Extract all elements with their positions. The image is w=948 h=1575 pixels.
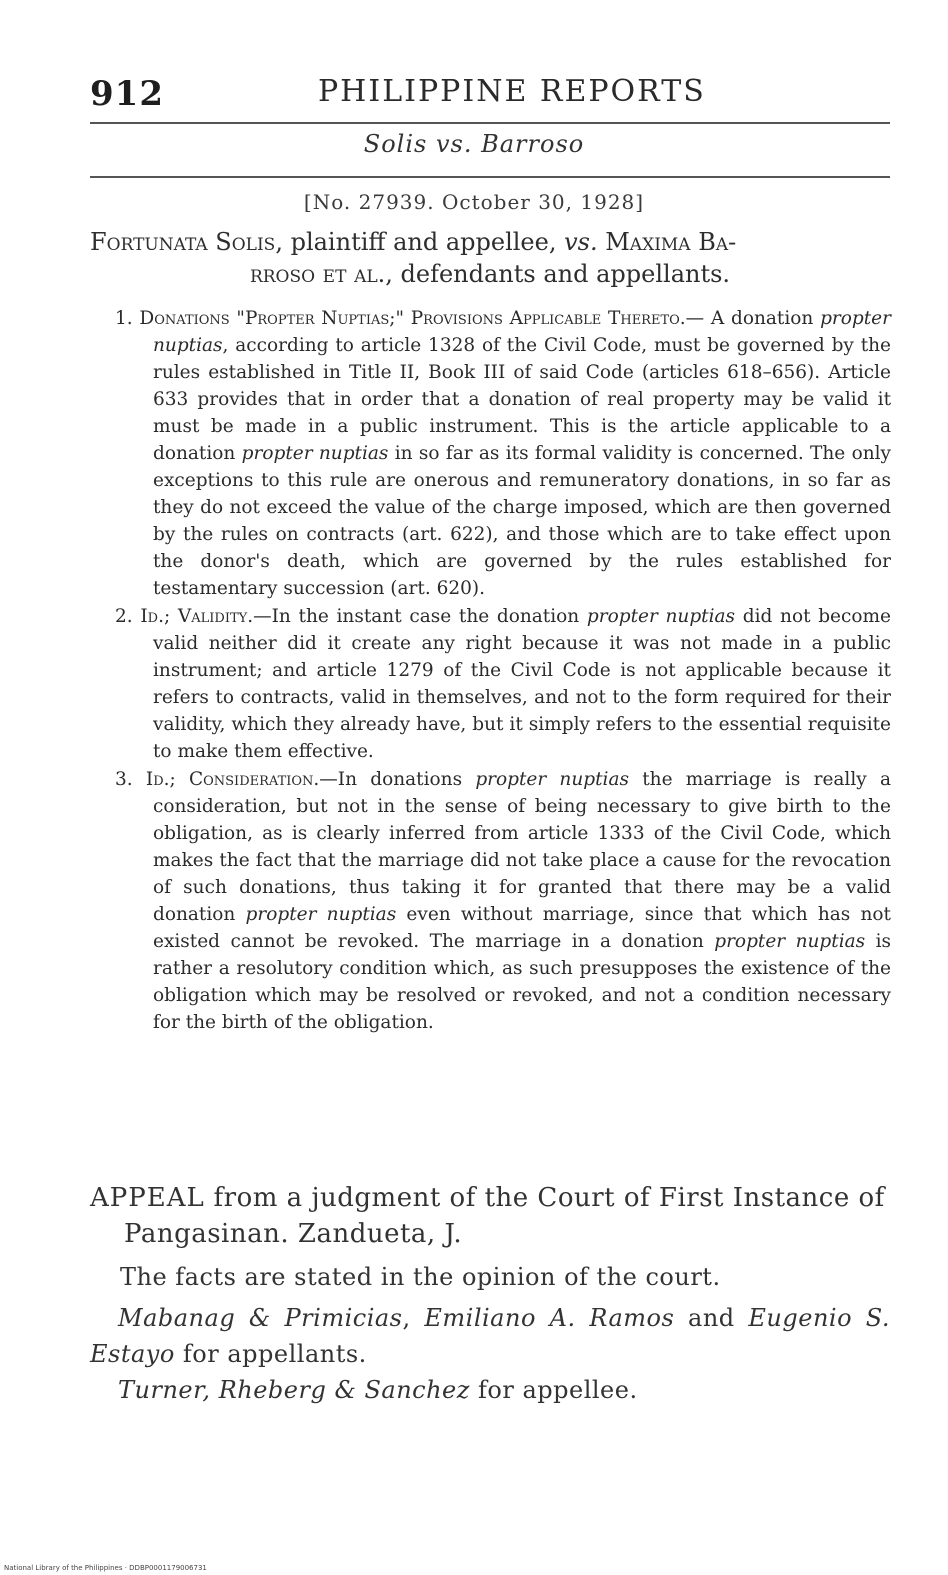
appellee-role: for appellee. [469,1376,638,1404]
syllabus-number: 3. [115,769,133,790]
appeal-statement [90,1180,890,1252]
appeal-paragraph [90,1180,890,1252]
appellants-counsel-2: Emiliano A. Ramos [424,1304,675,1332]
appeal-text: from a judgment of the Court of First Instance of Pangasinan. Zandueta, J. [124,1183,885,1249]
syllabus-item [115,603,891,765]
counsel-and: and [674,1304,749,1332]
syllabus-text: , according to article 1328 of the Civil Code, must be governed by the rules established in Title II, Book III of said Code (articles 618–656). Article 633 provides that in order that a donation of real property may be valid it must be made in a public instrument. This is the article applicable to a donation [153,335,891,464]
appellants-role: for appellants. [174,1340,367,1368]
header-rule-top [90,122,890,124]
header-rule-bottom [90,176,890,178]
syllabus-heading: Id.; Consideration. [145,769,320,790]
syllabus-italic: propter nuptias [714,931,866,952]
syllabus-text: —In donations [319,769,476,790]
syllabus-item [115,305,891,602]
counsel-appellee [90,1372,890,1408]
defendant-role: , defendants and appellants. [385,260,731,288]
syllabus-heading: Id.; Validity. [140,606,254,627]
syllabus-text: A donation [704,308,821,329]
syllabus-text: even without marriage, since that which has not existed cannot be revoked. The marriage in a donation [153,904,891,952]
defendant-name-part1: Maxima Ba- [605,228,737,256]
defendant-name-part2: rroso et al. [249,260,386,288]
plaintiff-name: Fortunata Solis [90,228,276,256]
syllabus-italic: propter nuptias [475,769,629,790]
facts-statement: The facts are stated in the opinion of the court. [120,1263,721,1291]
archive-stamp: National Library of the Philippines · DDBP0001179006731 [4,1564,207,1572]
syllabus-italic: propter nuptias [245,904,397,925]
syllabus-number: 2. [115,606,133,627]
page-number: 912 [90,74,164,114]
parties-line-2 [90,258,890,290]
docket-line: [No. 27939. October 30, 1928] [303,190,645,214]
running-head: PHILIPPINE REPORTS [318,74,706,109]
appellee-counsel: Turner, Rheberg & Sanchez [118,1376,470,1404]
syllabus-text: —In the instant case the donation [253,606,587,627]
syllabus [115,305,891,1037]
versus: vs. [564,228,598,256]
syllabus-text: did not become valid neither did it create any right because it was not made in a public instrument; and article 1279 of the Civil Code is not applicable because it refers to contracts, valid in themselves, and not to the form required for their validity, which they already have, but it simply refers to the essential requisite to make them effective. [153,606,891,762]
syllabus-italic: propter nuptias [153,308,891,356]
syllabus-number: 1. [115,308,133,329]
counsel-separator: , [402,1304,425,1332]
appellants-counsel-3: Eugenio S. Estayo [90,1304,890,1368]
appellants-counsel-1: Mabanag & Primicias [118,1304,403,1332]
syllabus-italic: propter nuptias [241,443,389,464]
syllabus-text: in so far as its formal validity is concerned. The only exceptions to this rule are onerous and remuneratory donations, in so far as they do not exceed the value of the charge imposed, which are then governed by the rules on contracts (art. 622), and those which are to take effect upon the donor's death, which are governed by the rules established for testamentary succession (art. 620). [153,443,891,599]
counsel-block [90,1300,890,1408]
syllabus-italic: propter nuptias [586,606,736,627]
plaintiff-role: , plaintiff and appellee, [275,228,565,256]
counsel-appellants [90,1300,890,1372]
case-parties [90,226,890,290]
syllabus-item [115,766,891,1036]
syllabus-heading: Donations "Propter Nuptias;" Provisions Applicable Thereto.— [139,308,705,329]
case-short-title: Solis vs. Barroso [363,130,585,158]
syllabus-text: the marriage is really a consideration, but not in the sense of being necessary to give birth to the obligation, as is clearly inferred from article 1333 of the Civil Code, which makes the fact that the marriage did not take place a cause for the revocation of such donations, thus taking it for granted that there may be a valid donation [153,769,891,925]
page-header [90,70,890,116]
syllabus-text: is rather a resolutory condition which, as such presupposes the existence of the obligation which may be resolved or revoked, and not a condition necessary for the birth of the obligation. [153,931,891,1033]
appeal-lead: APPEAL [90,1183,205,1213]
